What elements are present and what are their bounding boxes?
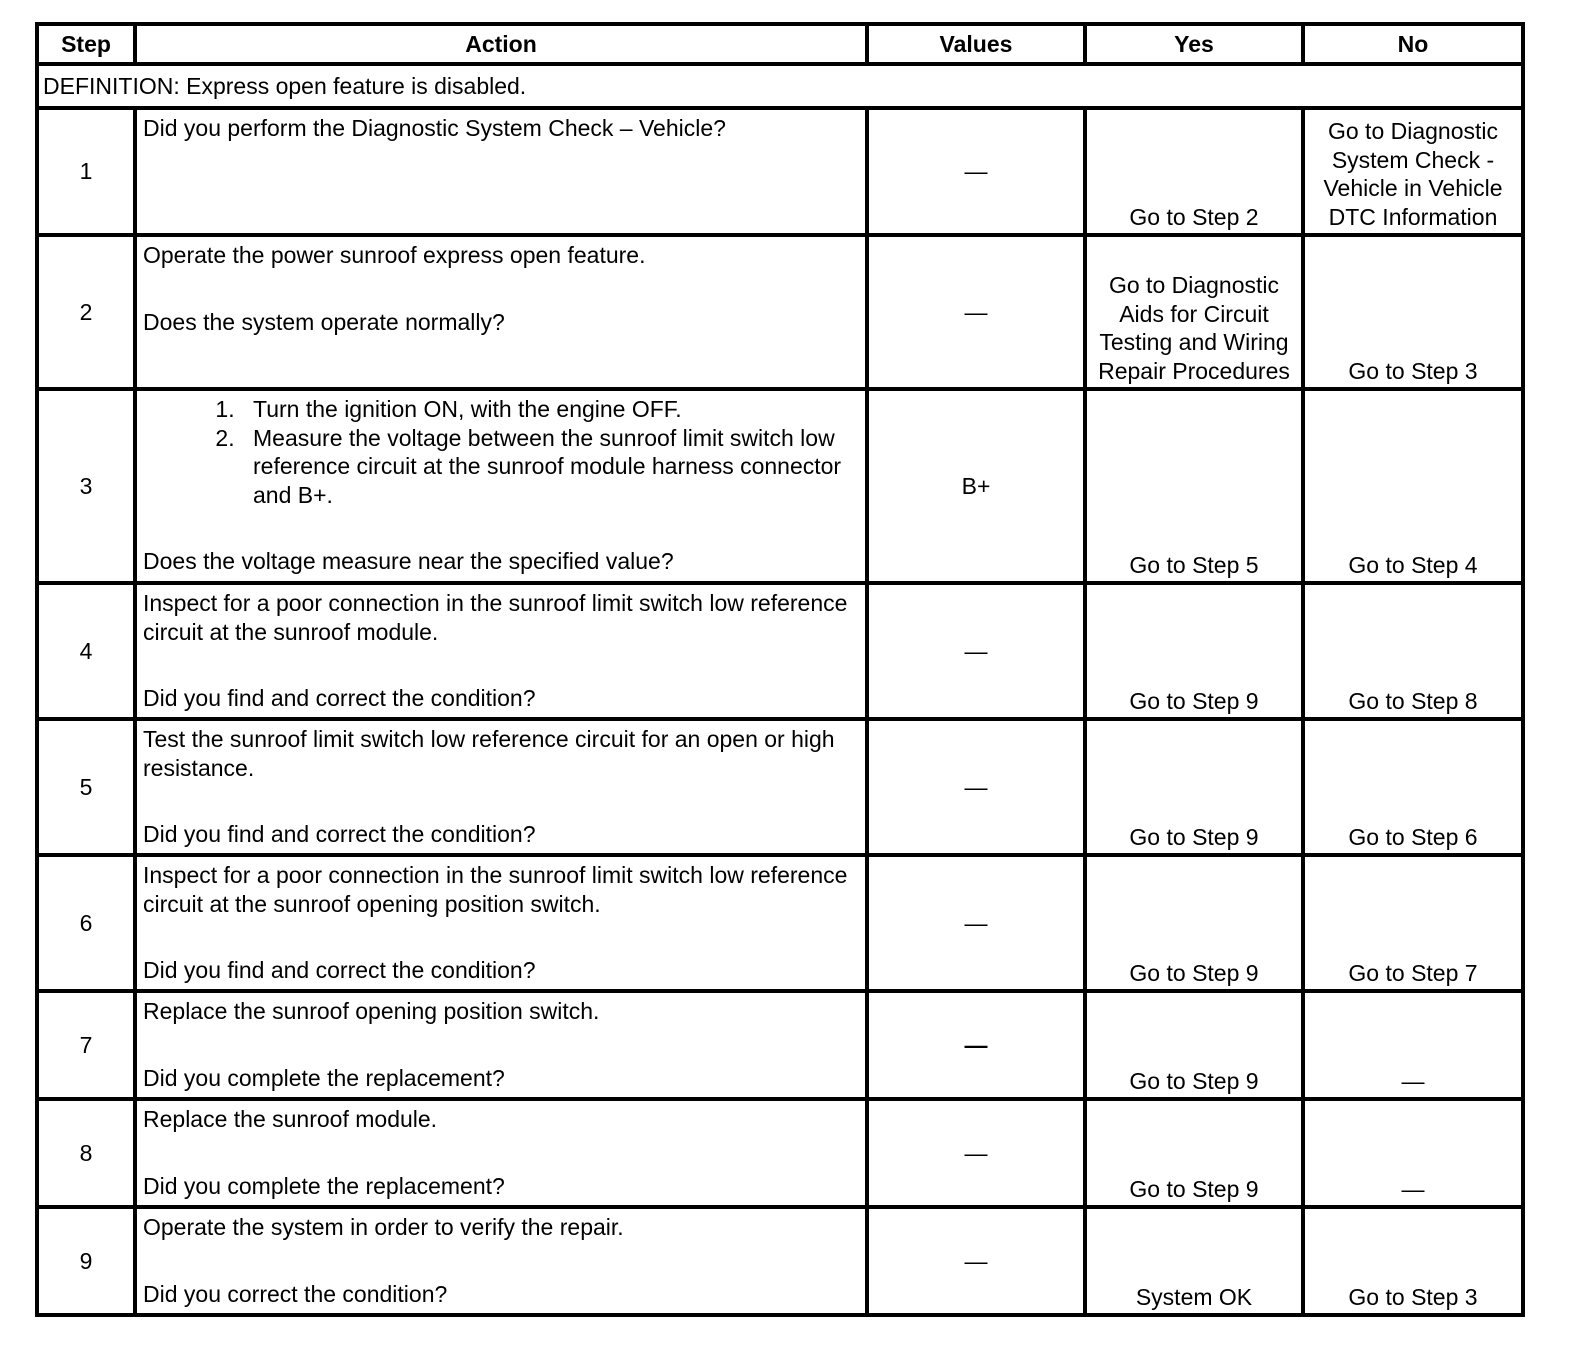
value-cell: — — [867, 108, 1085, 235]
action-cell — [135, 855, 867, 991]
step-number: 1 — [37, 108, 135, 235]
yes-cell: Go to Step 9 — [1085, 1099, 1303, 1207]
table-row — [37, 1099, 1523, 1207]
value-cell: — — [867, 1207, 1085, 1315]
action-question: Did you find and correct the condition? — [143, 685, 536, 711]
table-row — [37, 583, 1523, 719]
table-row — [37, 719, 1523, 855]
header-values: Values — [867, 24, 1085, 64]
action-cell — [135, 1099, 867, 1207]
yes-cell: Go to Diagnostic Aids for Circuit Testing and Wiring Repair Procedures — [1085, 235, 1303, 389]
action-text: Replace the sunroof module. — [143, 1106, 438, 1132]
value-cell: — — [867, 991, 1085, 1099]
yes-cell: Go to Step 2 — [1085, 108, 1303, 235]
step-number: 3 — [37, 389, 135, 583]
action-text: Operate the system in order to verify the repair. — [143, 1214, 624, 1240]
no-cell: Go to Step 8 — [1303, 583, 1523, 719]
action-cell — [135, 389, 867, 583]
header-yes: Yes — [1085, 24, 1303, 64]
action-text: Operate the power sunroof express open feature. — [143, 242, 646, 268]
action-question: Did you find and correct the condition? — [143, 821, 536, 847]
diagnostic-table — [35, 22, 1525, 1317]
list-item: 2. Measure the voltage between the sunroof limit switch low reference circuit at the sunroof module harness connector and B+. — [241, 424, 859, 510]
no-cell: Go to Step 3 — [1303, 1207, 1523, 1315]
no-cell: Go to Diagnostic System Check - Vehicle in Vehicle DTC Information — [1303, 108, 1523, 235]
table-row — [37, 991, 1523, 1099]
value-cell: — — [867, 583, 1085, 719]
no-cell: Go to Step 7 — [1303, 855, 1523, 991]
step-number: 5 — [37, 719, 135, 855]
yes-cell: Go to Step 9 — [1085, 719, 1303, 855]
action-question: Does the system operate normally? — [143, 308, 505, 335]
yes-cell: Go to Step 9 — [1085, 583, 1303, 719]
table-row — [37, 235, 1523, 389]
list-item: 1. Turn the ignition ON, with the engine OFF. — [241, 395, 859, 424]
no-cell: — — [1303, 991, 1523, 1099]
action-question: Did you correct the condition? — [143, 1280, 448, 1307]
value-cell: — — [867, 1099, 1085, 1207]
header-action: Action — [135, 24, 867, 64]
table-row — [37, 389, 1523, 583]
action-cell — [135, 1207, 867, 1315]
yes-cell: Go to Step 5 — [1085, 389, 1303, 583]
table-row — [37, 1207, 1523, 1315]
step-number: 6 — [37, 855, 135, 991]
action-cell — [135, 235, 867, 389]
header-no: No — [1303, 24, 1523, 64]
step-number: 7 — [37, 991, 135, 1099]
yes-cell: Go to Step 9 — [1085, 991, 1303, 1099]
header-step: Step — [37, 24, 135, 64]
action-question: Did you complete the replacement? — [143, 1172, 505, 1199]
yes-cell: System OK — [1085, 1207, 1303, 1315]
no-cell: Go to Step 3 — [1303, 235, 1523, 389]
no-cell: — — [1303, 1099, 1523, 1207]
action-list — [143, 395, 859, 509]
table-row — [37, 855, 1523, 991]
step-number: 8 — [37, 1099, 135, 1207]
action-question: Did you complete the replacement? — [143, 1064, 505, 1091]
action-cell — [135, 108, 867, 235]
definition-text: DEFINITION: Express open feature is disabled. — [37, 64, 1523, 108]
action-cell — [135, 719, 867, 855]
step-number: 9 — [37, 1207, 135, 1315]
action-text: Replace the sunroof opening position switch. — [143, 998, 600, 1024]
yes-cell: Go to Step 9 — [1085, 855, 1303, 991]
no-cell: Go to Step 4 — [1303, 389, 1523, 583]
definition-row — [37, 64, 1523, 108]
action-cell — [135, 991, 867, 1099]
action-cell — [135, 583, 867, 719]
action-question: Does the voltage measure near the specified value? — [143, 548, 674, 574]
action-text: Test the sunroof limit switch low reference circuit for an open or high resistance. — [143, 726, 835, 781]
no-cell: Go to Step 6 — [1303, 719, 1523, 855]
action-text: Inspect for a poor connection in the sunroof limit switch low reference circuit at the sunroof module. — [143, 590, 848, 645]
action-text: Did you perform the Diagnostic System Check – Vehicle? — [143, 115, 726, 141]
value-cell: — — [867, 719, 1085, 855]
value-cell: — — [867, 855, 1085, 991]
step-number: 2 — [37, 235, 135, 389]
table-row — [37, 108, 1523, 235]
action-question: Did you find and correct the condition? — [143, 957, 536, 983]
value-cell: — — [867, 235, 1085, 389]
action-text: Inspect for a poor connection in the sunroof limit switch low reference circuit at the sunroof opening position switch. — [143, 862, 848, 917]
header-row — [37, 24, 1523, 64]
value-cell: B+ — [867, 389, 1085, 583]
step-number: 4 — [37, 583, 135, 719]
